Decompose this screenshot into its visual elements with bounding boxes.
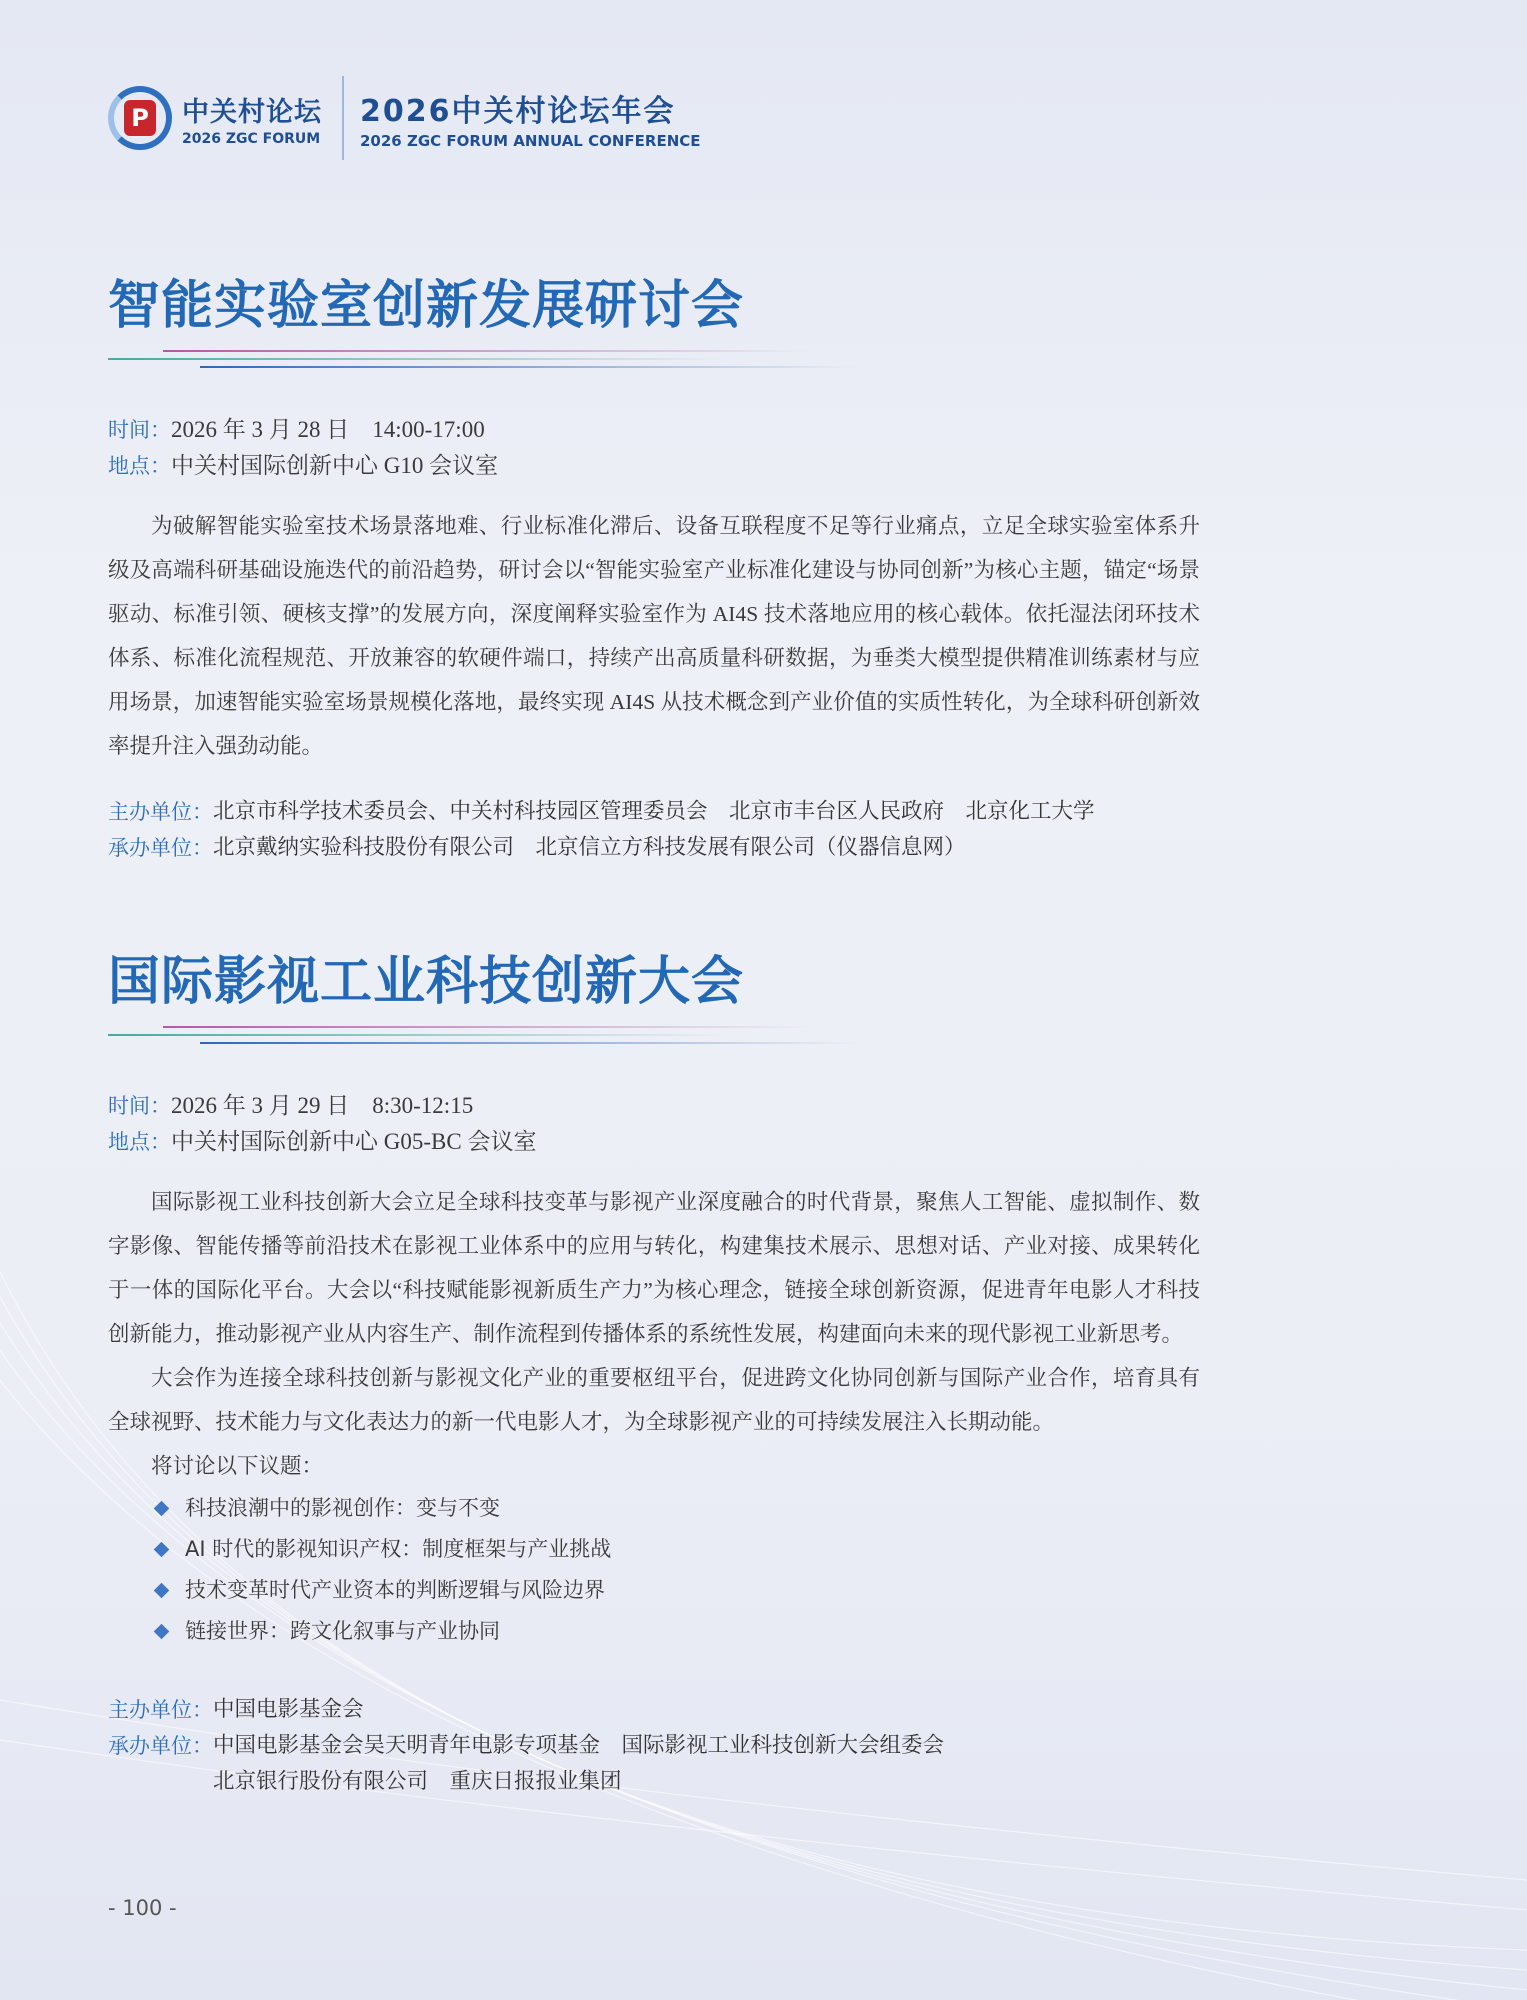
logo-glyph: P	[124, 100, 156, 136]
co-organizer: 北京戴纳实验科技股份有限公司 北京信立方科技发展有限公司（仪器信息网）	[213, 835, 966, 860]
organizer: 北京市科学技术委员会、中关村科技园区管理委员会 北京市丰台区人民政府 北京化工大学	[213, 799, 1095, 824]
topic-list	[108, 1488, 1200, 1652]
co-organizer-label: 承办单位：	[108, 836, 213, 860]
topic-text: 技术变革时代产业资本的判断逻辑与风险边界	[185, 1578, 605, 1602]
time-label: 时间：	[108, 418, 171, 442]
title-decoration-lines	[108, 1018, 828, 1054]
diamond-bullet-icon	[154, 1583, 170, 1599]
co-organizer-2: 北京银行股份有限公司 重庆日报报业集团	[213, 1769, 622, 1794]
logo-cn: 中关村论坛	[182, 96, 322, 128]
logo-en: 2026 ZGC FORUM	[182, 130, 321, 147]
event-hosts	[108, 794, 1200, 866]
topic-text: 科技浪潮中的影视创作：变与不变	[185, 1496, 500, 1520]
event-description: 国际影视工业科技创新大会立足全球科技变革与影视产业深度融合的时代背景，聚焦人工智能、虚拟制作、数字影像、智能传播等前沿技术在影视工业体系中的应用与转化，构建集技术展示、思想对话、产业对接、成果转化于一体的国际化平台。大会以“科技赋能影视新质生产力”为核心理念，链接全球创新资源，促进青年电影人才科技创新能力，推动影视产业从内容生产、制作流程到传播体系的系统性发展，构建面向未来的现代影视工业新思考。	[108, 1190, 1200, 1346]
header-divider	[342, 76, 344, 160]
event-place: 中关村国际创新中心 G10 会议室	[171, 453, 499, 478]
place-label: 地点：	[108, 454, 171, 478]
organizer: 中国电影基金会	[213, 1697, 364, 1722]
event-meta	[108, 412, 1200, 484]
topic-text: 链接世界：跨文化叙事与产业协同	[185, 1619, 500, 1643]
topic-item	[156, 1488, 1200, 1529]
conference-en: 2026 ZGC FORUM ANNUAL CONFERENCE	[360, 132, 701, 150]
event-title: 国际影视工业科技创新大会	[108, 954, 745, 1011]
co-organizer: 中国电影基金会吴天明青年电影专项基金 国际影视工业科技创新大会组委会	[213, 1733, 945, 1758]
time-label: 时间：	[108, 1094, 171, 1118]
topic-text: AI 时代的影视知识产权：制度框架与产业挑战	[185, 1537, 612, 1561]
diamond-bullet-icon	[154, 1542, 170, 1558]
title-decoration-lines	[108, 342, 828, 378]
topic-item	[156, 1570, 1200, 1611]
event-time: 2026 年 3 月 29 日 8:30-12:15	[171, 1093, 474, 1118]
event-description-2: 大会作为连接全球科技创新与影视文化产业的重要枢纽平台，促进跨文化协同创新与国际产业合作，培育具有全球视野、技术能力与文化表达力的新一代电影人才，为全球影视产业的可持续发展注入长期动能。	[108, 1366, 1200, 1434]
event-place: 中关村国际创新中心 G05-BC 会议室	[171, 1129, 537, 1154]
event-section-1	[108, 272, 1200, 866]
event-meta	[108, 1088, 1200, 1160]
page-number: - 100 -	[108, 1896, 177, 1920]
logo-text	[182, 90, 322, 147]
diamond-bullet-icon	[154, 1501, 170, 1517]
co-organizer-label: 承办单位：	[108, 1734, 213, 1758]
conference-cn: 2026中关村论坛年会	[360, 94, 676, 129]
header	[108, 76, 701, 160]
topic-item	[156, 1611, 1200, 1652]
diamond-bullet-icon	[154, 1624, 170, 1640]
organizer-label: 主办单位：	[108, 1698, 213, 1722]
organizer-label: 主办单位：	[108, 800, 213, 824]
topics-intro: 将讨论以下议题：	[151, 1454, 324, 1478]
zgc-forum-logo-icon	[108, 86, 172, 150]
conference-title	[360, 86, 701, 150]
event-description: 为破解智能实验室技术场景落地难、行业标准化滞后、设备互联程度不足等行业痛点，立足全球实验室体系升级及高端科研基础设施迭代的前沿趋势，研讨会以“智能实验室产业标准化建设与协同创新”为核心主题，锚定“场景驱动、标准引领、硬核支撑”的发展方向，深度阐释实验室作为 AI4S 技术落地应用的核心载体。依托湿法闭环技术体系、标准化流程规范、开放兼容的软硬件端口，持续产出高质量科研数据，为垂类大模型提供精准训练素材与应用场景，加速智能实验室场景规模化落地，最终实现 AI4S 从技术概念到产业价值的实质性转化，为全球科研创新效率提升注入强劲动能。	[108, 514, 1200, 758]
topic-item	[156, 1529, 1200, 1570]
event-section-2	[108, 948, 1200, 1800]
event-hosts	[108, 1692, 1200, 1800]
place-label: 地点：	[108, 1130, 171, 1154]
event-title: 智能实验室创新发展研讨会	[108, 278, 745, 335]
event-time: 2026 年 3 月 28 日 14:00-17:00	[171, 417, 485, 442]
